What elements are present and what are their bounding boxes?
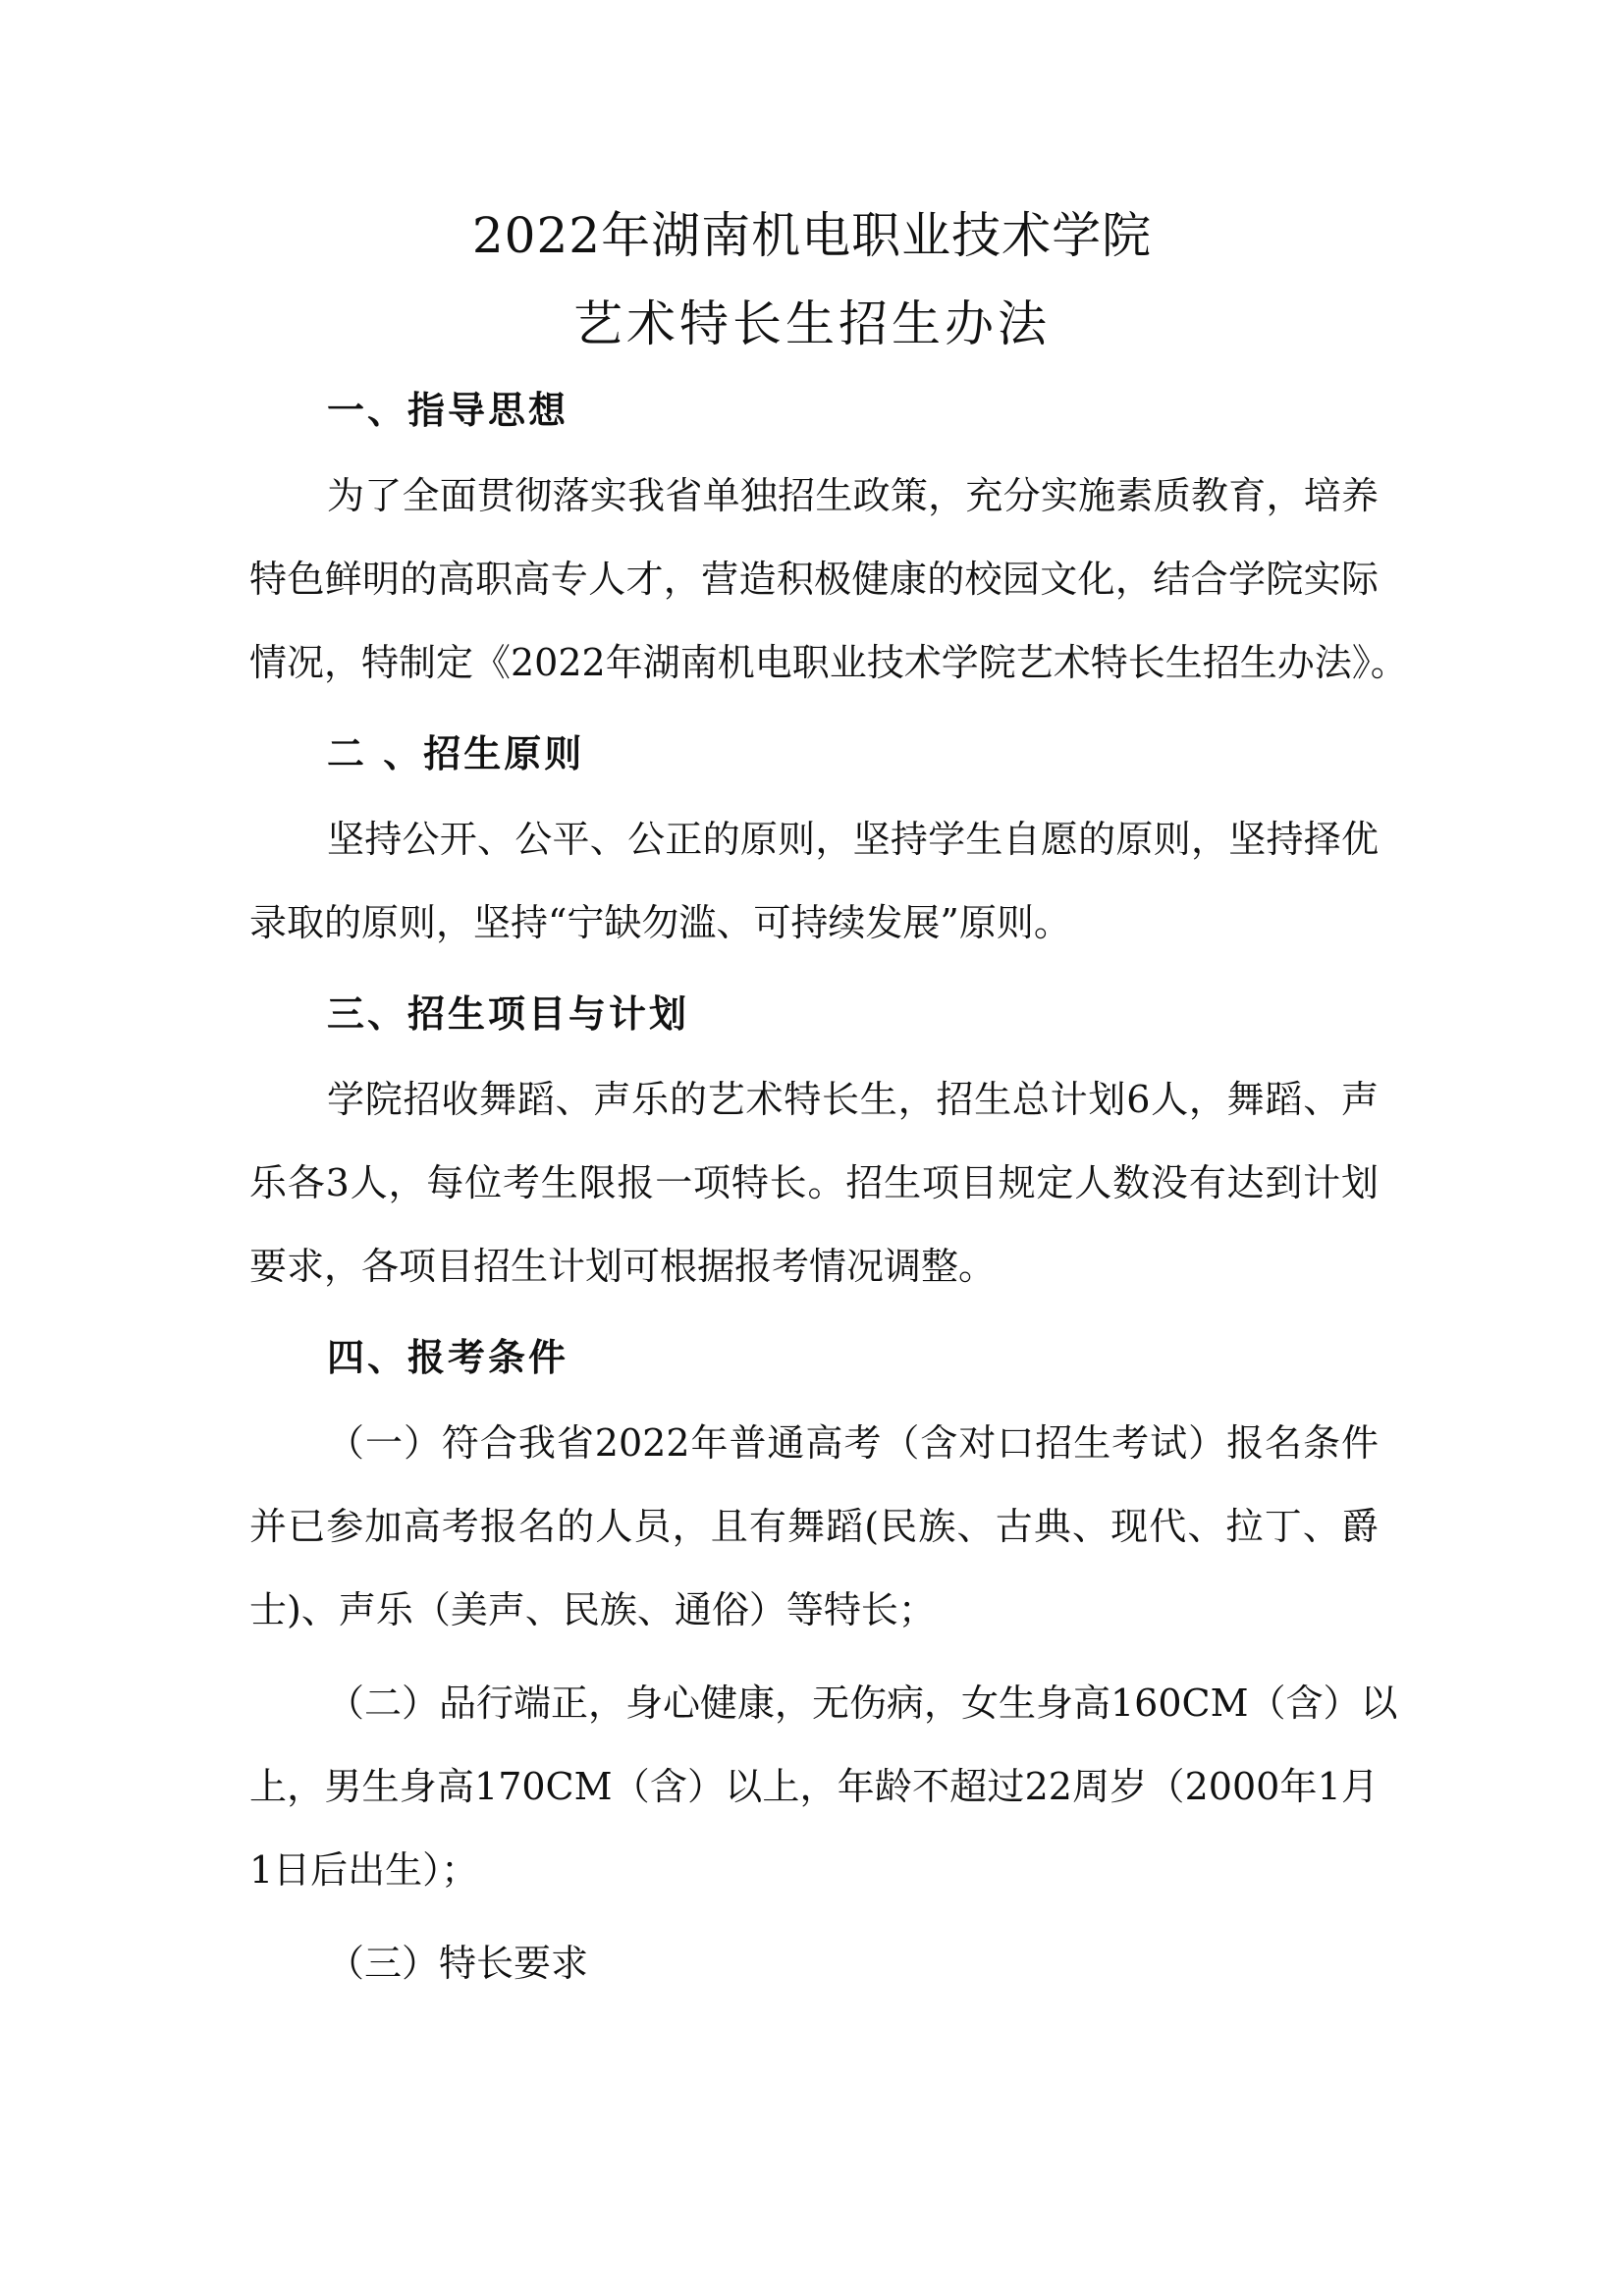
section-heading-guiding-ideology: 一、指导思想: [327, 388, 569, 432]
section-heading-admission-principles: 二 、招生原则: [327, 731, 585, 775]
section-heading-application-requirements: 四、报考条件: [327, 1335, 569, 1379]
body-text-line: （三）特长要求: [327, 1942, 589, 1985]
body-text-line: 要求，各项目招生计划可根据报考情况调整。: [249, 1245, 997, 1288]
body-text-line: 上，男生身高170CM（含）以上，年龄不超过22周岁（2000年1月: [249, 1765, 1379, 1808]
body-text-line: 特色鲜明的高职高专人才，营造积极健康的校园文化，结合学院实际: [249, 558, 1379, 601]
body-text-line: 情况，特制定《2022年湖南机电职业技术学院艺术特长生招生办法》。: [249, 641, 1408, 684]
document-title-line-1: 2022年湖南机电职业技术学院: [471, 207, 1153, 264]
body-text-line: 士)、声乐（美声、民族、通俗）等特长；: [249, 1588, 936, 1631]
body-text-line: 为了全面贯彻落实我省单独招生政策，充分实施素质教育，培养: [327, 474, 1379, 517]
section-heading-projects-and-plan: 三、招生项目与计划: [327, 991, 690, 1036]
body-text-line: 坚持公开、公平、公正的原则，坚持学生自愿的原则，坚持择优: [327, 818, 1379, 861]
body-text-line: 乐各3人，每位考生限报一项特长。招生项目规定人数没有达到计划: [249, 1161, 1379, 1204]
body-text-line: 1日后出生）；: [249, 1848, 479, 1892]
body-text-line: （二）品行端正，身心健康，无伤病，女生身高160CM（含）以: [327, 1682, 1398, 1725]
body-text-line: 录取的原则，坚持“宁缺勿滥、可持续发展”原则。: [249, 901, 1071, 944]
document-title-line-2: 艺术特长生招生办法: [573, 295, 1051, 352]
body-text-line: （一）符合我省2022年普通高考（含对口招生考试）报名条件: [327, 1421, 1379, 1465]
body-text-line: 并已参加高考报名的人员，且有舞蹈(民族、古典、现代、拉丁、爵: [249, 1505, 1379, 1548]
body-text-line: 学院招收舞蹈、声乐的艺术特长生，招生总计划6人，舞蹈、声: [327, 1078, 1379, 1121]
